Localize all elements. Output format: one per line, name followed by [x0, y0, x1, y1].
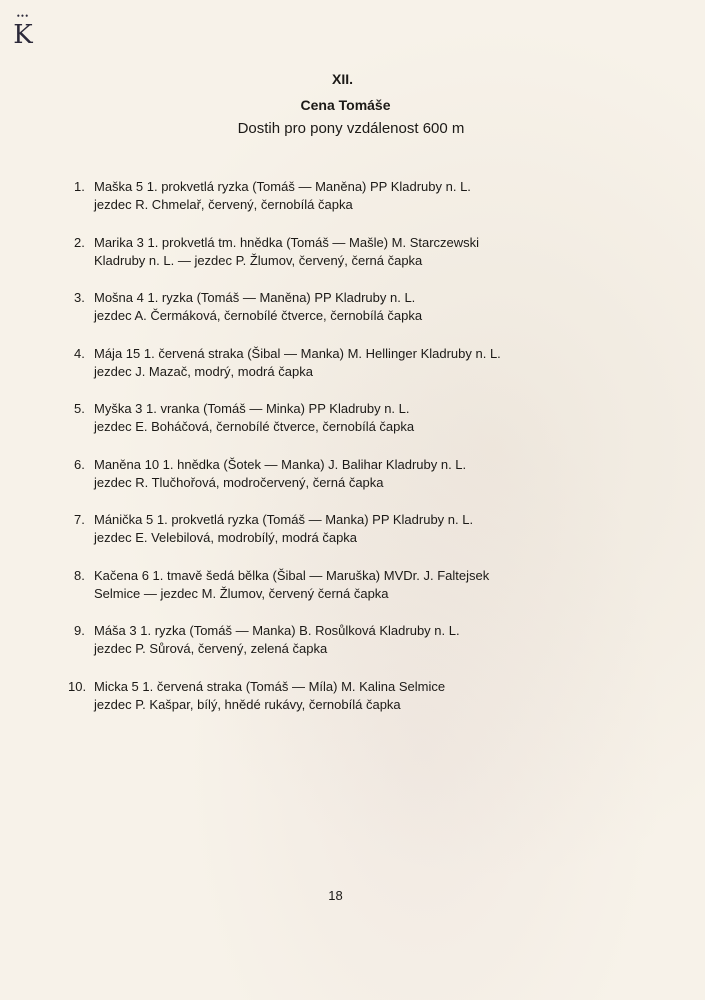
list-item — [74, 621, 619, 677]
list-item — [68, 677, 619, 733]
entry-number: 5. — [74, 401, 85, 416]
list-item — [74, 566, 619, 622]
entry-horse-line: Myška 3 1. vranka (Tomáš — Minka) PP Kladruby n. L. — [94, 401, 410, 416]
entry-horse-line: Kačena 6 1. tmavě šedá bělka (Šibal — Maruška) MVDr. J. Faltejsek — [94, 567, 490, 583]
entry-jockey-line: jezdec R. Chmelař, červený, černobílá čapka — [94, 197, 353, 212]
list-item — [74, 233, 619, 289]
list-item — [74, 288, 619, 344]
entry-number: 7. — [74, 512, 85, 527]
entry-number: 9. — [74, 623, 85, 638]
logo-letter: K — [13, 20, 33, 50]
entry-jockey-line: Kladruby n. L. — jezdec P. Žlumov, červený, černá čapka — [94, 252, 423, 268]
entry-number: 8. — [74, 567, 85, 583]
entry-horse-line: Micka 5 1. červená straka (Tomáš — Míla) M. Kalina Selmice — [94, 678, 446, 694]
entry-jockey-line: jezdec E. Velebilová, modrobílý, modrá čapka — [94, 530, 358, 545]
entry-horse-line: Mája 15 1. červená straka (Šibal — Manka) M. Hellinger Kladruby n. L. — [94, 345, 501, 361]
entry-jockey-line: jezdec R. Tlučhořová, modročervený, černá čapka — [94, 474, 384, 490]
list-item — [74, 177, 619, 233]
section-number: XII. — [331, 71, 353, 87]
entry-number: 6. — [74, 456, 85, 472]
list-item — [74, 510, 619, 566]
entry-jockey-line: jezdec P. Sůrová, červený, zelená čapka — [94, 641, 328, 656]
page-number: 18 — [328, 888, 343, 903]
entry-jockey-line: jezdec J. Mazač, modrý, modrá čapka — [94, 363, 313, 379]
logo-dots: ••• — [16, 11, 30, 21]
entry-number: 1. — [74, 179, 85, 194]
list-item — [74, 455, 619, 511]
library-logo — [10, 12, 36, 50]
entry-list — [68, 177, 619, 732]
list-item — [74, 344, 619, 400]
entry-horse-line: Máša 3 1. ryzka (Tomáš — Manka) B. Rosůlková Kladruby n. L. — [94, 623, 460, 638]
entry-number: 10. — [68, 678, 87, 694]
entry-horse-line: Mošna 4 1. ryzka (Tomáš — Maněna) PP Kladruby n. L. — [94, 290, 416, 305]
race-subtitle: Dostih pro pony vzdálenost 600 m — [237, 120, 465, 137]
race-header — [0, 70, 705, 138]
entry-horse-line: Maška 5 1. prokvetlá ryzka (Tomáš — Maněna) PP Kladruby n. L. — [94, 179, 471, 194]
list-item — [74, 399, 619, 455]
entry-horse-line: Mánička 5 1. prokvetlá ryzka (Tomáš — Manka) PP Kladruby n. L. — [94, 512, 474, 527]
entry-jockey-line: jezdec P. Kašpar, bílý, hnědé rukávy, černobílá čapka — [94, 696, 401, 712]
race-title: Cena Tomáše — [300, 97, 391, 113]
entry-jockey-line: Selmice — jezdec M. Žlumov, červený černá čapka — [94, 585, 389, 601]
entry-jockey-line: jezdec E. Boháčová, černobílé čtverce, černobílá čapka — [94, 419, 415, 434]
entry-jockey-line: jezdec A. Čermáková, černobílé čtverce, černobílá čapka — [94, 308, 423, 323]
entry-horse-line: Maněna 10 1. hnědka (Šotek — Manka) J. Balihar Kladruby n. L. — [94, 456, 467, 472]
entry-number: 2. — [74, 234, 85, 250]
entry-number: 4. — [74, 345, 85, 361]
entry-number: 3. — [74, 290, 85, 305]
entry-horse-line: Marika 3 1. prokvetlá tm. hnědka (Tomáš — Mašle) M. Starczewski — [94, 234, 480, 250]
